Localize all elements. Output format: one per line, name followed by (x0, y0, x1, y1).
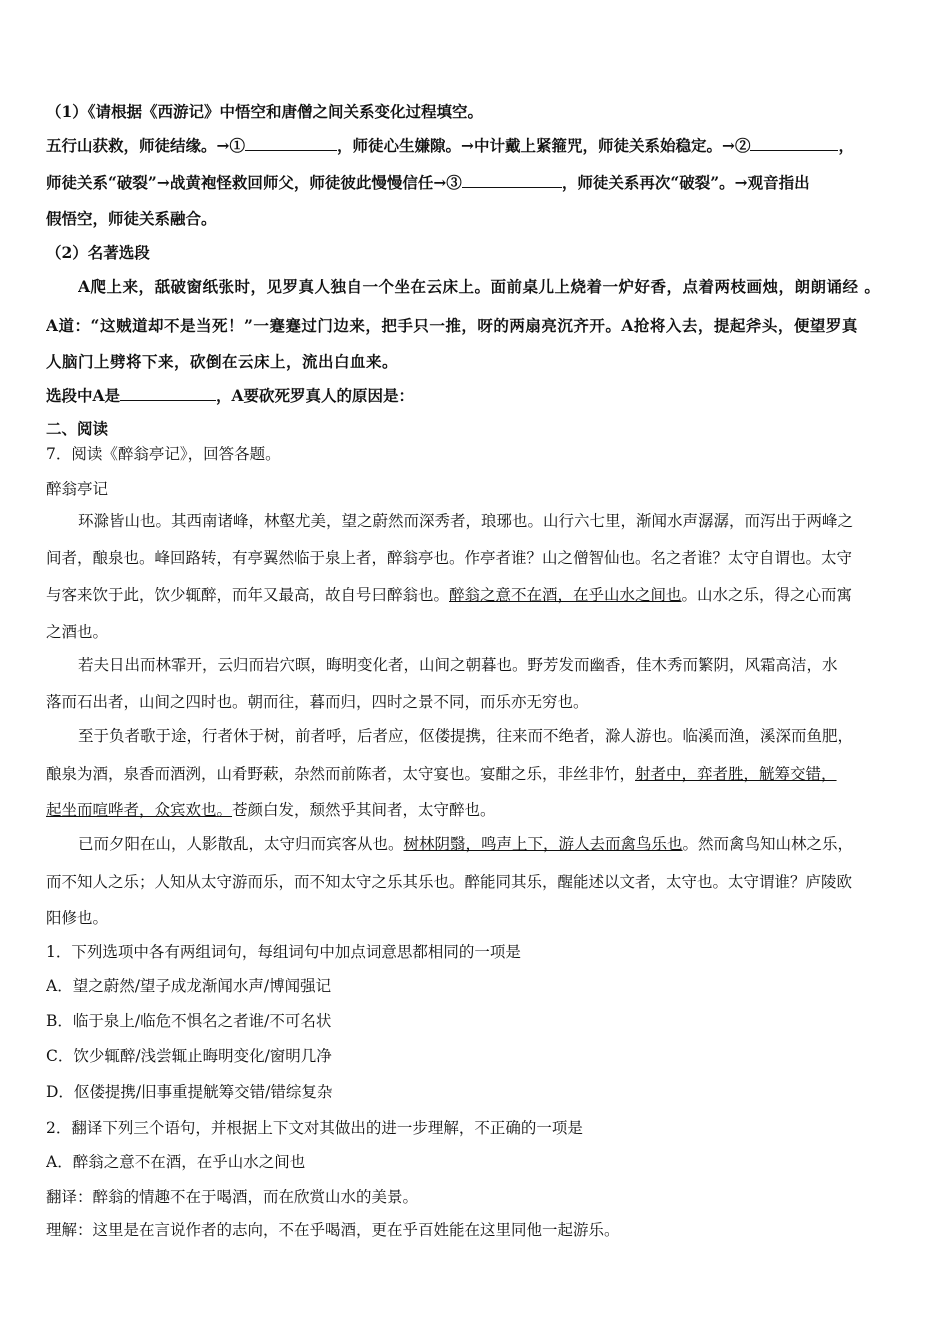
q2-ask-a: 选段中A是 (46, 386, 121, 405)
essay-title: 醉翁亭记 (46, 480, 109, 498)
essay-p4-line-1 (78, 833, 906, 855)
question-1-option-d: D．伛偻提携/旧事重提觥筹交错/错综复杂 (46, 1083, 333, 1101)
q1-line-2-b: ，师徒关系再次“破裂”。→观音指出 (561, 173, 810, 192)
question-2: 2．翻译下列三个语句，并根据上下文对其做出的进一步理解，不正确的一项是 (46, 1119, 583, 1137)
essay-p3-line-1: 至于负者歌于途，行者休于树，前者呼，后者应，伛偻提携，往来而不绝者，滁人游也。临溪而渔，溪深而鱼肥， (78, 727, 854, 745)
essay-p4-line-1-a: 已而夕阳在山，人影散乱，太守归而宾客从也。 (78, 835, 404, 853)
question-1-option-c: C．饮少辄醉/浅尝辄止晦明变化/窗明几净 (46, 1047, 332, 1065)
question-2-option-a: A．醉翁之意不在酒，在乎山水之间也 (46, 1153, 306, 1171)
essay-p2-line-2: 落而石出者，山间之四时也。朝而往，暮而归，四时之景不同，而乐亦无穷也。 (46, 693, 589, 711)
essay-p1-line-2: 间者，酿泉也。峰回路转，有亭翼然临于泉上者，醉翁亭也。作亭者谁？山之僧智仙也。名之者谁？太守自谓也。太守 (46, 549, 853, 567)
q2-ask (46, 384, 906, 407)
q1-line-1-a: 五行山获救，师徒结缘。→① (46, 136, 245, 155)
q1-line-1-c: ， (838, 136, 854, 155)
q1-line-1 (46, 134, 906, 157)
excerpt-line-1: A爬上来，舐破窗纸张时，见罗真人独自一个坐在云床上。面前桌儿上烧着一炉好香，点着两枝画烛，朗朗诵经 。 (78, 277, 881, 296)
question-1: 1．下列选项中各有两组词句，每组词句中加点词意思都相同的一项是 (46, 943, 521, 961)
essay-p2-line-1: 若夫日出而林霏开，云归而岩穴暝，晦明变化者，山间之朝暮也。野芳发而幽香，佳木秀而繁阴，风霜高洁，水 (78, 656, 838, 674)
answer-blank-3[interactable] (462, 171, 562, 188)
essay-p1-line-3-a: 与客来饮于此，饮少辄醉，而年又最高，故自号曰醉翁也。 (46, 586, 450, 604)
essay-p4-line-1-b: 。然而禽鸟知山林之乐， (682, 835, 854, 853)
q1-line-2-a: 师徒关系“破裂”→战黄袍怪救回师父，师徒彼此慢慢信任→③ (46, 173, 462, 192)
essay-p3-line-2-a: 酿泉为酒，泉香而酒洌，山肴野蔌，杂然而前陈者，太守宴也。宴酣之乐，非丝非竹， (46, 765, 636, 783)
answer-blank-1[interactable] (245, 134, 337, 151)
essay-p1-line-4: 之酒也。 (46, 623, 109, 641)
q1-prompt: （1）《请根据《西游记》中悟空和唐僧之间关系变化过程填空。 (46, 102, 484, 121)
q1-line-3: 假悟空，师徒关系融合。 (46, 209, 217, 228)
q7-prompt: 7．阅读《醉翁亭记》，回答各题。 (46, 445, 281, 463)
underlined-sentence-3: 树林阴翳，鸣声上下，游人去而禽鸟乐也 (403, 835, 683, 853)
essay-p1-line-3-b: 。山水之乐，得之心而寓 (681, 586, 853, 604)
section-2-heading: 二、阅读 (46, 419, 109, 438)
essay-p1-line-3 (46, 584, 906, 606)
essay-p4-line-3: 阳修也。 (46, 909, 109, 927)
question-1-option-a: A．望之蔚然/望子成龙渐闻水声/博闻强记 (46, 977, 332, 995)
translation-line: 翻译：醉翁的情趣不在于喝酒，而在欣赏山水的美景。 (46, 1188, 419, 1206)
essay-p4-line-2: 而不知人之乐；人知从太守游而乐，而不知太守之乐其乐也。醉能同其乐，醒能述以文者，太守也。太守谓谁？庐陵欧 (46, 873, 853, 891)
understanding-line: 理解：这里是在言说作者的志向，不在乎喝酒，更在乎百姓能在这里同他一起游乐。 (46, 1221, 620, 1239)
q1-line-2 (46, 171, 906, 194)
essay-p3-line-2 (46, 763, 906, 785)
essay-p1-line-1: 环滁皆山也。其西南诸峰，林壑尤美，望之蔚然而深秀者，琅琊也。山行六七里，渐闻水声潺潺，而泻出于两峰之 (78, 512, 854, 530)
underlined-sentence-2b: 起坐而喧哗者，众宾欢也。 (46, 801, 233, 819)
answer-blank-2[interactable] (750, 134, 838, 151)
excerpt-line-3: 人脑门上劈将下来，砍倒在云床上，流出白血来。 (46, 352, 399, 371)
q2-ask-b: ，A要砍死罗真人的原因是： (216, 386, 415, 405)
essay-p3-line-3 (46, 799, 906, 821)
underlined-sentence-2a: 射者中，弈者胜，觥筹交错， (635, 765, 837, 783)
q2-heading: （2）名著选段 (46, 243, 150, 262)
essay-p3-line-3-b: 苍颜白发，颓然乎其间者，太守醉也。 (232, 801, 496, 819)
q1-line-1-b: ，师徒心生嫌隙。→中计戴上紧箍咒，师徒关系始稳定。→② (337, 136, 751, 155)
question-1-option-b: B．临于泉上/临危不惧名之者谁/不可名状 (46, 1012, 332, 1030)
answer-blank-4[interactable] (120, 384, 216, 401)
underlined-sentence-1: 醉翁之意不在酒，在乎山水之间也 (449, 586, 682, 604)
excerpt-line-2: A道：“这贼道却不是当死！”一蹇蹇过门边来，把手只一推，呀的两扇亮沉齐开。A抢将入去，提起斧头，便望罗真 (46, 316, 858, 335)
